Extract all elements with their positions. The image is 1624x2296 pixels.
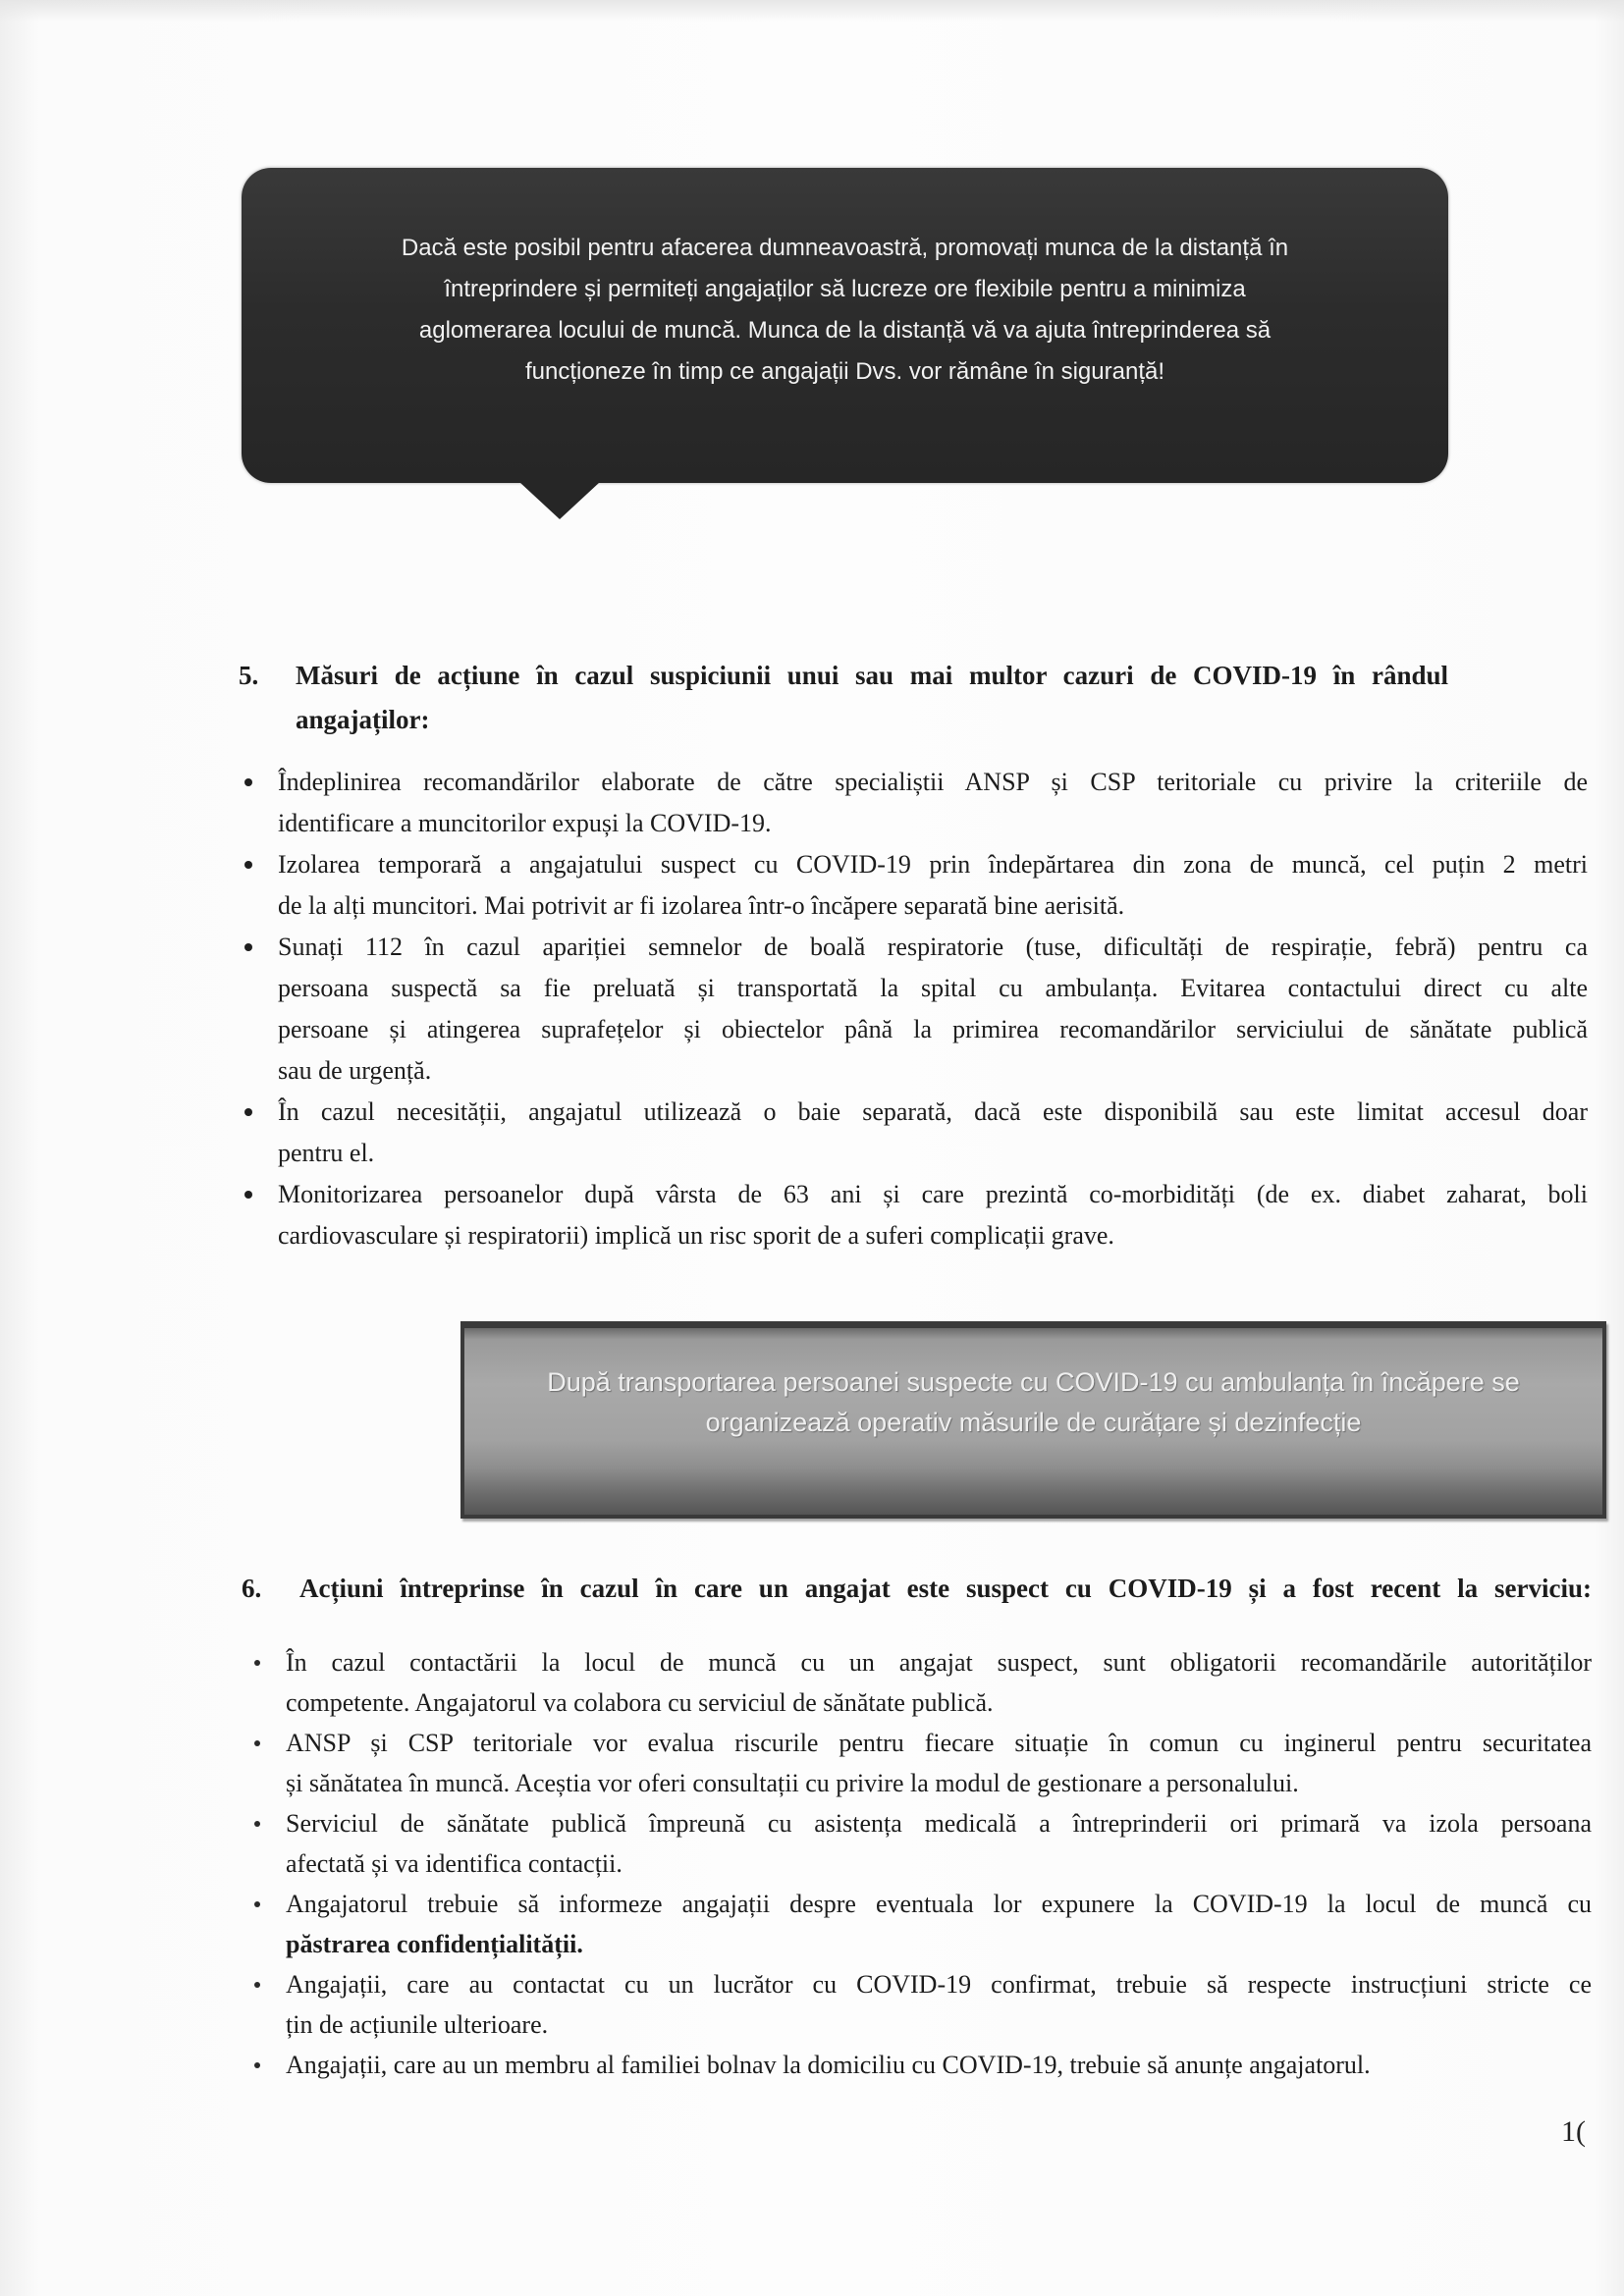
bullet-icon: [254, 1660, 260, 1666]
bullet-icon: [254, 1821, 260, 1827]
notice-line: organizează operativ măsurile de curățare și dezinfecție: [705, 1408, 1362, 1437]
list-item-line: sau de urgență.: [278, 1056, 432, 1085]
callout-line: Dacă este posibil pentru afacerea dumneavoastră, promovați munca de la distanță în: [401, 235, 1289, 261]
bullet-icon: [244, 943, 252, 951]
page-number: 1(: [1561, 2115, 1586, 2148]
list-item: [244, 762, 1588, 844]
list-item: [253, 1803, 1592, 1884]
callout-line: funcționeze în timp ce angajații Dvs. vor rămâne în siguranță!: [525, 358, 1164, 385]
disinfection-notice-box: [460, 1321, 1606, 1519]
list-item-line: Izolarea temporară a angajatului suspect cu COVID-19 prin îndepărtarea din zona de muncă, cel puțin 2 metri: [278, 850, 1588, 879]
section-title-line: angajaților:: [296, 705, 430, 734]
list-item: [244, 927, 1588, 1092]
callout-pointer-icon: [519, 482, 600, 519]
list-item: [253, 1884, 1592, 1964]
list-item-line: țin de acțiunile ulterioare.: [286, 2010, 549, 2039]
remote-work-callout: [242, 168, 1448, 483]
list-item-line: Îndeplinirea recomandărilor elaborate de către specialiștii ANSP și CSP teritoriale cu privire la criteriile de: [278, 768, 1588, 796]
section-5-bullet-list: [244, 762, 1588, 1256]
list-item: [244, 1174, 1588, 1256]
list-item-line: persoane și atingerea suprafețelor și obiectelor până la primirea recomandărilor serviciului de sănătate publică: [278, 1015, 1588, 1043]
section-5-title: [296, 654, 1448, 742]
section-title-line: Acțiuni întreprinse în cazul în care un angajat este suspect cu COVID-19 și a fost recent la serviciu:: [299, 1574, 1592, 1603]
list-item-line: Angajatorul trebuie să informeze angajații despre eventuala lor expunere la COVID-19 la locul de muncă cu: [286, 1890, 1592, 1918]
section-5-number: 5.: [239, 661, 259, 690]
bullet-icon: [244, 1108, 252, 1116]
bullet-icon: [254, 1982, 260, 1988]
list-item-line: Angajații, care au contactat cu un lucrător cu COVID-19 confirmat, trebuie să respecte instrucțiuni stricte ce: [286, 1970, 1592, 1999]
list-item: [253, 1964, 1592, 2045]
list-item: [253, 1723, 1592, 1803]
section-title-line: Măsuri de acțiune în cazul suspiciunii unui sau mai multor cazuri de COVID-19 în rândul: [296, 661, 1448, 690]
notice-line: După transportarea persoanei suspecte cu COVID-19 cu ambulanța în încăpere se: [547, 1367, 1520, 1397]
list-item-line: Monitorizarea persoanelor după vârsta de 63 ani și care prezintă co-morbidități (de ex. diabet zaharat, boli: [278, 1180, 1588, 1208]
bullet-icon: [244, 778, 252, 786]
callout-text: [242, 228, 1448, 393]
bullet-icon: [244, 861, 252, 869]
callout-line: aglomerarea locului de muncă. Munca de la distanță vă va ajuta întreprinderea să: [418, 317, 1272, 344]
list-item-line: afectată și va identifica contacții.: [286, 1849, 623, 1878]
list-item-line: pentru el.: [278, 1139, 375, 1167]
bullet-icon: [244, 1191, 252, 1199]
list-item-line: ANSP și CSP teritoriale vor evalua riscurile pentru fiecare situație în comun cu inginerul pentru securitatea: [286, 1729, 1592, 1757]
section-6-bullet-list: [253, 1642, 1592, 2085]
bullet-icon: [254, 1740, 260, 1746]
list-item-line: persoana suspectă sa fie preluată și transportată la spital cu ambulanța. Evitarea contactului direct cu alte: [278, 974, 1588, 1002]
list-item-line: cardiovasculare și respiratorii) implică un risc sporit de a suferi complicații grave.: [278, 1221, 1114, 1250]
list-item-line: competente. Angajatorul va colabora cu serviciul de sănătate publică.: [286, 1688, 994, 1717]
scan-shadow: [0, 0, 1624, 22]
list-item-line: de la alți muncitori. Mai potrivit ar fi izolarea într-o încăpere separată bine aerisită.: [278, 891, 1125, 920]
list-item-line: Serviciul de sănătate publică împreună cu asistența medicală a întreprinderii ori primară va izola persoana: [286, 1809, 1592, 1838]
callout-line: întreprindere și permiteți angajaților să lucreze ore flexibile pentru a minimiza: [444, 276, 1246, 302]
list-item-line: Sunați 112 în cazul apariției semnelor de boală respiratorie (tuse, dificultăți de respirație, febră) pentru ca: [278, 933, 1588, 961]
list-item-line: Angajații, care au un membru al familiei bolnav la domiciliu cu COVID-19, trebuie să anunțe angajatorul.: [286, 2051, 1371, 2079]
bullet-icon: [254, 1901, 260, 1907]
list-item-line: În cazul necesității, angajatul utilizează o baie separată, dacă este disponibilă sau este limitat accesul doar: [278, 1097, 1588, 1126]
list-item: [244, 1092, 1588, 1174]
list-item: [253, 2045, 1592, 2085]
bullet-icon: [254, 2062, 260, 2068]
list-item-line: și sănătatea în muncă. Aceștia vor oferi consultații cu privire la modul de gestionare a personalului.: [286, 1769, 1299, 1797]
list-item-line-emphasis: păstrarea confidențialității.: [286, 1930, 583, 1958]
list-item-line: identificare a muncitorilor expuși la COVID-19.: [278, 809, 772, 837]
section-6-title: [299, 1567, 1592, 1611]
section-6-number: 6.: [242, 1574, 262, 1603]
notice-text: [464, 1362, 1602, 1443]
list-item-line: În cazul contactării la locul de muncă cu un angajat suspect, sunt obligatorii recomandările autorităților: [286, 1648, 1592, 1677]
list-item: [244, 844, 1588, 927]
list-item: [253, 1642, 1592, 1723]
